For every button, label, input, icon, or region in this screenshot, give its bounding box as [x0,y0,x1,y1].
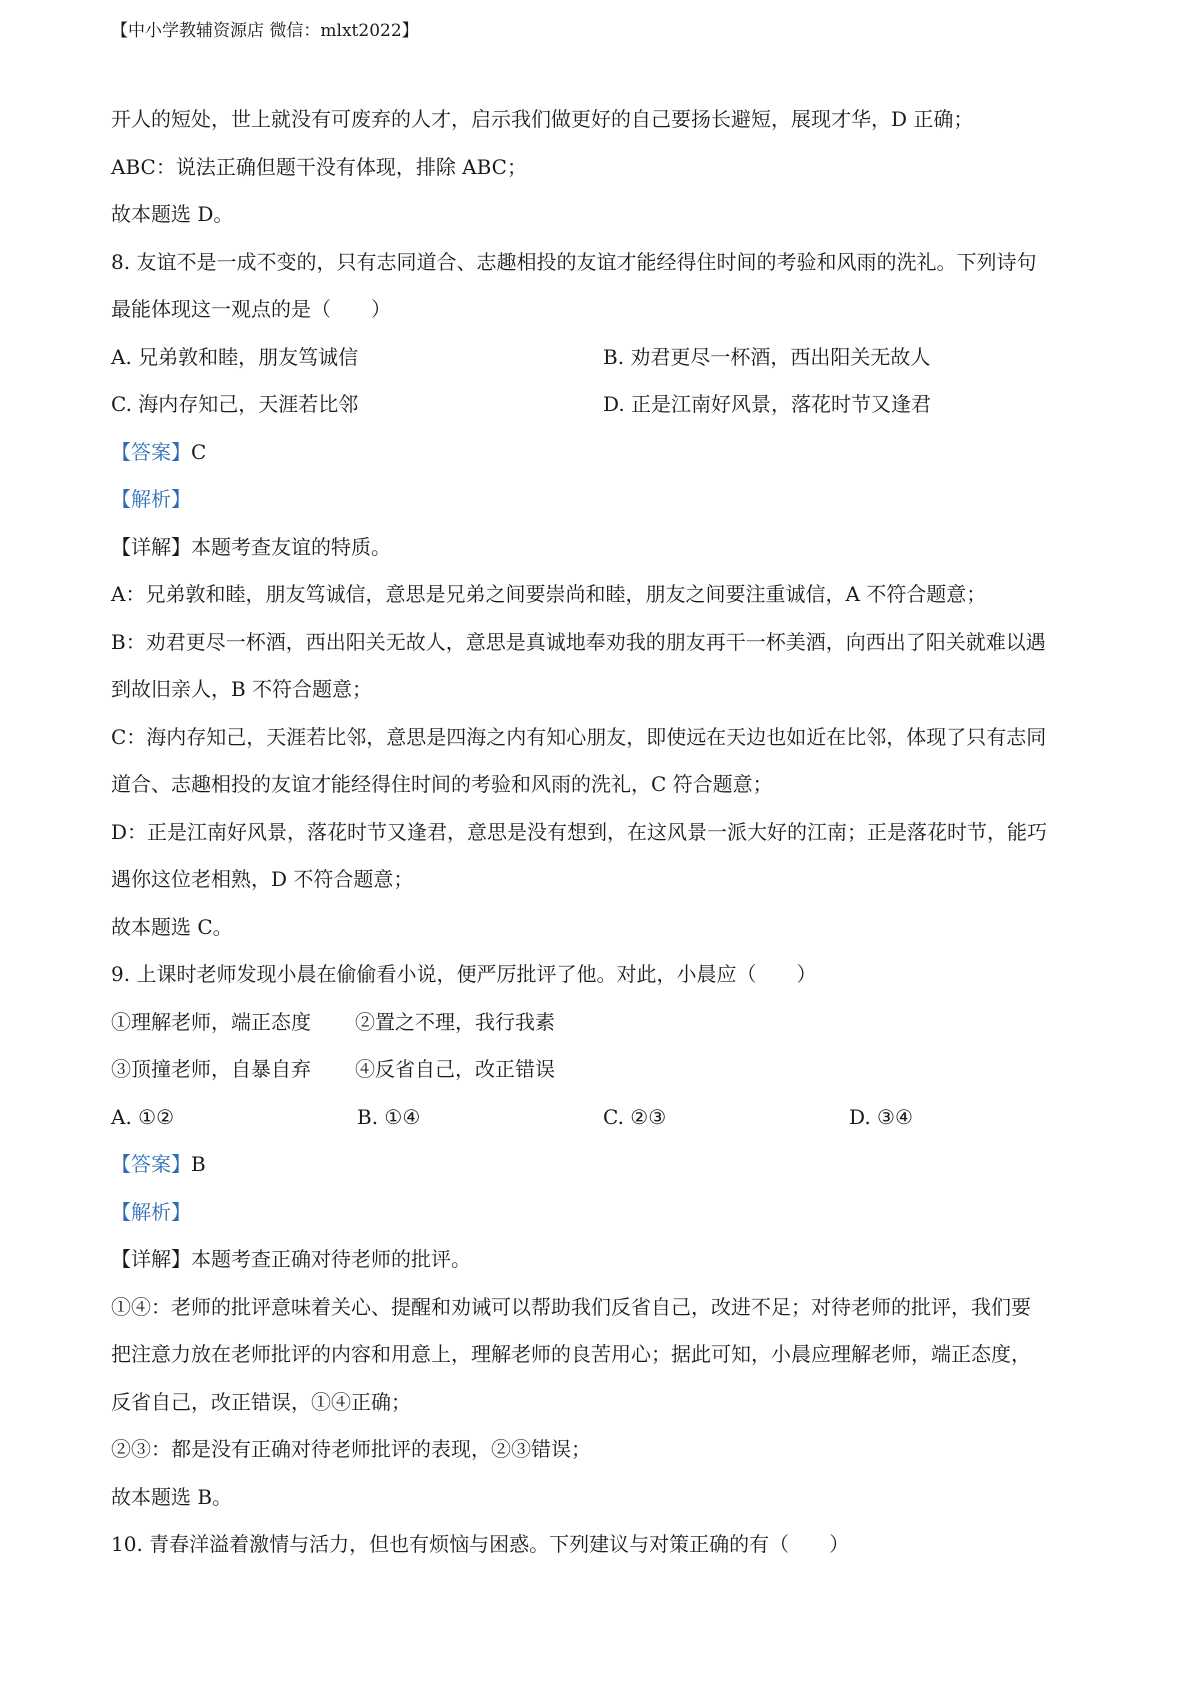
q7-explanation-line: ABC：说法正确但题干没有体现，排除 ABC； [111,154,527,179]
q9-stem: 9. 上课时老师发现小晨在偷偷看小说，便严厉批评了他。对此，小晨应（ ） [111,962,817,986]
q8-detail-line: B：劝君更尽一杯酒，西出阳关无故人，意思是真诚地奉劝我的朋友再干一杯美酒，向西出了阳关就难以遇 [111,629,1046,654]
q8-options-row [111,334,1111,382]
q8-detail-line: 道合、志趣相投的友谊才能经得住时间的考验和风雨的洗礼，C 符合题意； [111,772,773,796]
q9-item-3: ③顶撞老师，自暴自弃 [111,1057,311,1081]
q8-answer [111,429,1111,477]
q8-stem: 最能体现这一观点的是（ ） [111,297,391,321]
q9-items-row [111,1046,1111,1094]
q9-option-a: A. ①② [111,1104,175,1129]
q9-options-row [111,1094,1111,1142]
q8-option-a: A. 兄弟敦和睦，朋友笃诚信 [111,344,359,369]
q7-conclusion: 故本题选 D。 [111,202,234,226]
page-header: 【中小学教辅资源店 微信：mlxt2022】 [111,21,419,41]
q9-item-1: ①理解老师，端正态度 [111,1009,311,1034]
q9-detail-line: 【详解】本题考查正确对待老师的批评。 [111,1247,471,1271]
q9-option-d: D. ③④ [849,1104,913,1129]
q9-option-c: C. ②③ [603,1104,667,1129]
q9-option-b: B. ①④ [357,1104,421,1129]
answer-tag: 【答案】 [111,439,191,464]
analysis-tag: 【解析】 [111,487,191,511]
q8-detail-line: D：正是江南好风景，落花时节又逢君，意思是没有想到，在这风景一派大好的江南；正是落花时节，能巧 [111,819,1048,844]
q9-detail-line: ①④：老师的批评意味着关心、提醒和劝诫可以帮助我们反省自己，改进不足；对待老师的批评，我们要 [111,1294,1031,1319]
q8-conclusion: 故本题选 C。 [111,914,233,939]
q9-item-2: ②置之不理，我行我素 [355,1009,555,1034]
q9-analysis [111,1189,1111,1237]
q8-detail-line: 遇你这位老相熟，D 不符合题意； [111,867,414,891]
q8-option-d: D. 正是江南好风景，落花时节又逢君 [603,392,932,416]
q9-detail-line: ②③：都是没有正确对待老师批评的表现，②③错误； [111,1437,591,1461]
q9-answer-value: B [191,1152,206,1176]
q9-detail-line: 反省自己，改正错误，①④正确； [111,1389,411,1414]
q8-detail-line: C：海内存知己，天涯若比邻，意思是四海之内有知心朋友，即使远在天边也如近在比邻，体现了只有志同 [111,724,1047,749]
page-content [111,96,1111,1569]
q8-analysis [111,476,1111,524]
q9-items-row [111,999,1111,1047]
q8-stem: 8. 友谊不是一成不变的，只有志同道合、志趣相投的友谊才能经得住时间的考验和风雨的洗礼。下列诗句 [111,249,1037,274]
q10-stem: 10. 青春洋溢着激情与活力，但也有烦恼与困惑。下列建议与对策正确的有（ ） [111,1532,850,1556]
q9-conclusion: 故本题选 B。 [111,1484,233,1509]
q7-explanation-line: 开人的短处，世上就没有可废弃的人才，启示我们做更好的自己要扬长避短，展现才华，D 正确； [111,107,974,131]
q9-detail-line: 把注意力放在老师批评的内容和用意上，理解老师的良苦用心；据此可知，小晨应理解老师，端正态度， [111,1342,1031,1366]
q8-answer-value: C [191,439,207,464]
q9-answer [111,1141,1111,1189]
q8-option-c: C. 海内存知己，天涯若比邻 [111,392,359,416]
q8-detail-line: A：兄弟敦和睦，朋友笃诚信，意思是兄弟之间要崇尚和睦，朋友之间要注重诚信，A 不符合题意； [111,582,987,606]
q8-detail-line: 【详解】本题考查友谊的特质。 [111,534,391,559]
q8-options-row [111,381,1111,429]
answer-tag: 【答案】 [111,1152,191,1176]
q8-option-b: B. 劝君更尽一杯酒，西出阳关无故人 [603,344,931,369]
q9-item-4: ④反省自己，改正错误 [355,1057,555,1081]
q8-detail-line: 到故旧亲人，B 不符合题意； [111,677,373,701]
analysis-tag: 【解析】 [111,1199,191,1224]
